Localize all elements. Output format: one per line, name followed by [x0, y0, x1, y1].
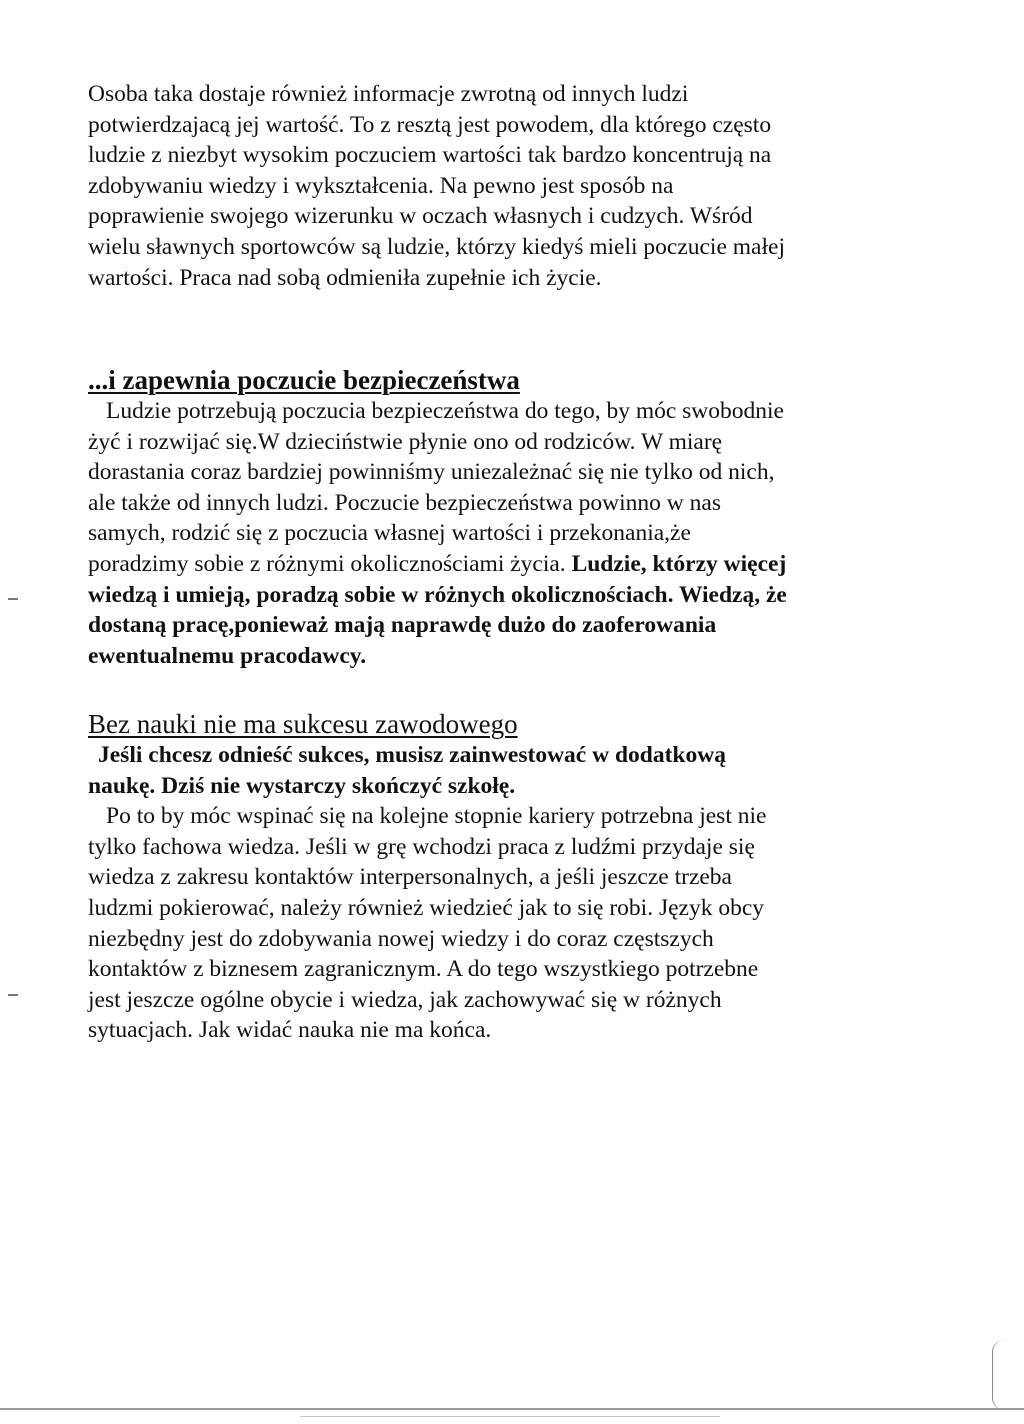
- text-line: Ludzie potrzebują poczucia bezpieczeństwa do tego, by móc swobodnie: [106, 398, 784, 424]
- section-career: [88, 708, 908, 1046]
- paragraph-self-worth: [88, 79, 908, 293]
- text-line: wielu sławnych sportowców są ludzie, którzy kiedyś mieli poczucie małej: [88, 233, 785, 260]
- text-line: jest jeszcze ogólne obycie i wiedza, jak zachowywać się w różnych: [88, 986, 722, 1013]
- scan-mark: [8, 994, 18, 996]
- text-line-bold: naukę. Dziś nie wystarczy skończyć szkołę.: [88, 772, 516, 799]
- section-heading: Bez nauki nie ma sukcesu zawodowego: [88, 709, 518, 739]
- scan-edge-mark: [992, 1340, 1007, 1410]
- text-line-bold: wiedzą i umieją, poradzą sobie w różnych okolicznościach. Wiedzą, że: [88, 581, 787, 608]
- text-line: sytuacjach. Jak widać nauka nie ma końca.: [88, 1017, 492, 1044]
- text-line: ale także od innych ludzi. Poczucie bezpieczeństwa powinno w nas: [88, 489, 721, 516]
- text-line: zdobywaniu wiedzy i wykształcenia. Na pewno jest sposób na: [88, 172, 674, 199]
- text-normal: poradzimy sobie z różnymi okolicznościami życia.: [88, 550, 572, 577]
- text-line: żyć i rozwijać się.W dzieciństwie płynie ono od rodziców. W miarę: [88, 428, 723, 455]
- text-line: kontaktów z biznesem zagranicznym. A do tego wszystkiego potrzebne: [88, 956, 759, 983]
- text-line: wiedza z zakresu kontaktów interpersonalnych, a jeśli jeszcze trzeba: [88, 864, 732, 891]
- text-line: dorastania coraz bardziej powinniśmy uniezależnać się nie tylko od nich,: [88, 459, 775, 486]
- section-heading: ...i zapewnia poczucie bezpieczeństwa: [88, 365, 520, 395]
- text-line: potwierdzajacą jej wartość. To z resztą jest powodem, dla którego często: [88, 111, 772, 138]
- text-line: ludzmi pokierować, należy również wiedzieć jak to się robi. Język obcy: [88, 894, 765, 921]
- text-line: tylko fachowa wiedza. Jeśli w grę wchodzi praca z ludźmi przydaje się: [88, 833, 755, 860]
- text-line-mixed: [88, 549, 908, 580]
- text-line: Po to by móc wspinać się na kolejne stopnie kariery potrzebna jest nie: [106, 803, 767, 830]
- text-line-bold: Jeśli chcesz odnieść sukces, musisz zainwestować w dodatkową: [98, 742, 726, 768]
- scan-bottom-edge: [300, 1416, 720, 1417]
- text-line: wartości. Praca nad sobą odmieniła zupełnie ich życie.: [88, 264, 602, 291]
- scan-bottom-edge: [0, 1408, 1024, 1410]
- text-line: ludzie z niezbyt wysokim poczuciem wartości tak bardzo koncentrują na: [88, 142, 772, 169]
- text-line: Osoba taka dostaje również informacje zwrotną od innych ludzi: [88, 81, 689, 107]
- text-line-bold: ewentualnemu pracodawcy.: [88, 642, 367, 669]
- section-safety: [88, 364, 908, 671]
- scan-mark: [8, 598, 18, 600]
- text-line-bold: dostaną pracę,ponieważ mają naprawdę dużo do zaoferowania: [88, 612, 717, 639]
- text-line: niezbędny jest do zdobywania nowej wiedzy i do coraz częstszych: [88, 925, 714, 952]
- text-bold: Ludzie, którzy więcej: [571, 550, 787, 577]
- text-line: samych, rodzić się z poczucia własnej wartości i przekonania,że: [88, 520, 691, 547]
- text-line: poprawienie swojego wizerunku w oczach własnych i cudzych. Wśród: [88, 203, 753, 230]
